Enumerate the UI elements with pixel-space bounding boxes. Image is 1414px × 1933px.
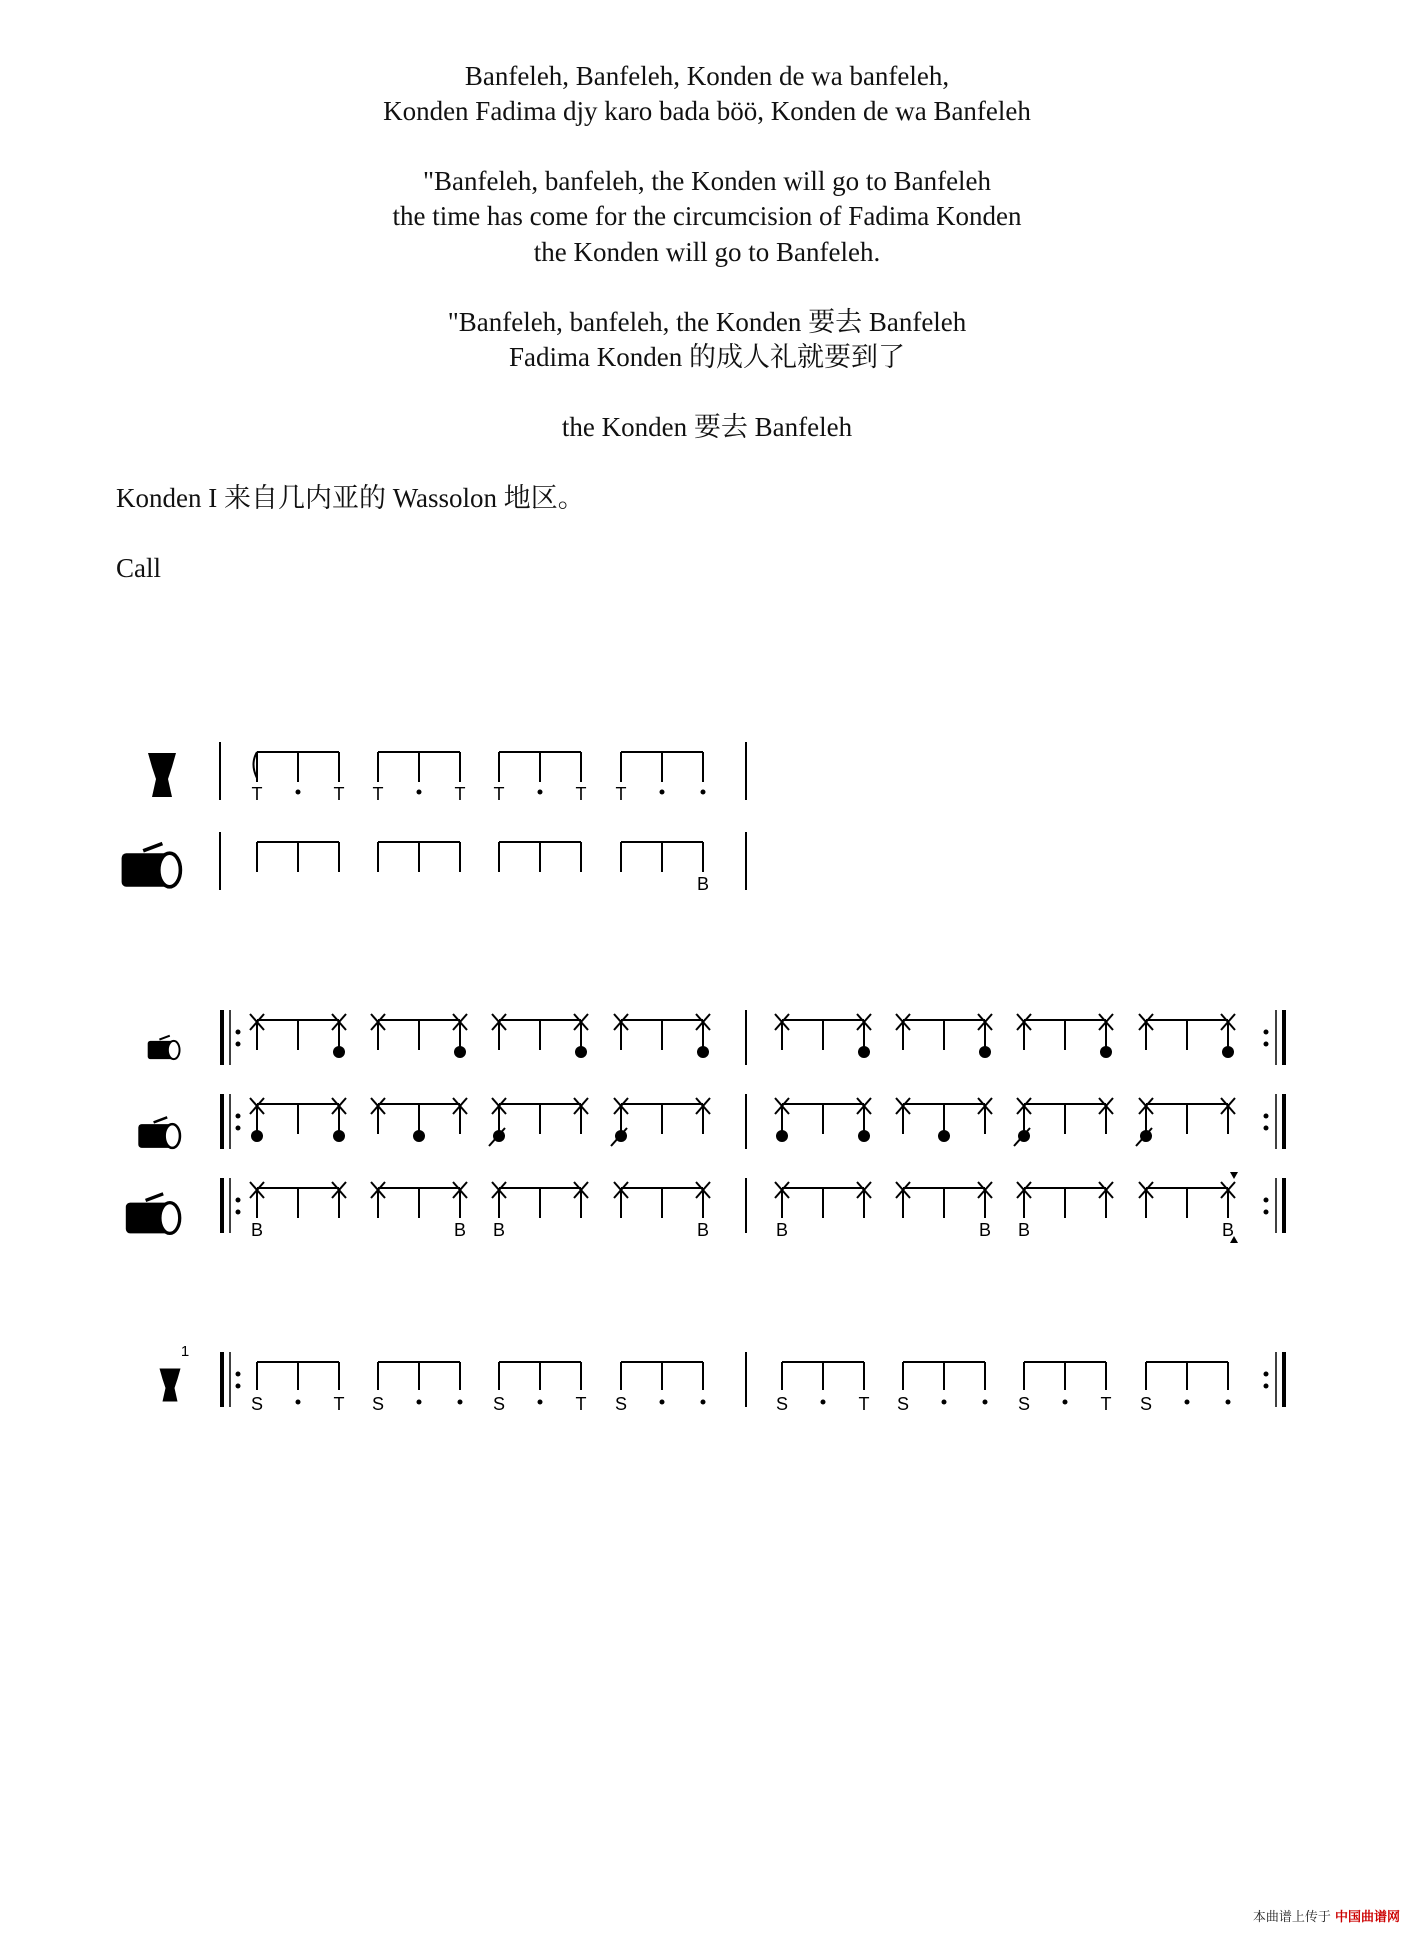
dundunba-icon-stick (146, 1194, 164, 1201)
footer-uploaded: 本曲谱上传于 (1252, 1910, 1331, 1925)
repeat-dot (1264, 1372, 1269, 1377)
djembe1-note-T: T (575, 1394, 587, 1414)
lyric-line-3: "Banfeleh, banfeleh, the Konden will go to Banfeleh (422, 166, 992, 196)
djembe1-note-S: S (896, 1394, 910, 1414)
repeat-dot (236, 1030, 241, 1035)
note-tone: T (454, 784, 466, 804)
djembe1-note-T: T (333, 1394, 345, 1414)
djembe1-rest-dot (821, 1400, 826, 1405)
djembe1-note-T: T (1100, 1394, 1112, 1414)
sangban-icon (138, 1117, 180, 1148)
repeat-dot (1264, 1384, 1269, 1389)
kenkeni-icon-head (168, 1041, 180, 1059)
repeat-dot (236, 1210, 241, 1215)
dundunba-note-B: B (696, 1220, 710, 1240)
dundunba-note-B: B (250, 1220, 264, 1240)
djembe-icon (148, 753, 176, 797)
lyric-line-8: the Konden 要去 Banfeleh (561, 412, 853, 442)
dundunba-icon-head (160, 1203, 180, 1234)
djembe1-rest-dot (296, 1400, 301, 1405)
note-rest-dot (701, 790, 706, 795)
lyric-line-2: Konden Fadima djy karo bada böö, Konden de wa Banfeleh (383, 96, 1031, 126)
kenkeni-open-note (979, 1046, 991, 1058)
accent-marker-top (1230, 1172, 1238, 1179)
dundunba-note-B: B (1017, 1220, 1031, 1240)
djembe1-rest-dot (942, 1400, 947, 1405)
djembe1-note-S: S (1139, 1394, 1153, 1414)
note-tone: T (372, 784, 384, 804)
sangban-open-note (413, 1130, 425, 1142)
lyric-line-4: the time has come for the circumcision of Fadima Konden (392, 201, 1022, 231)
sangban-open-note (251, 1130, 263, 1142)
djembe1-rest-dot (417, 1400, 422, 1405)
kenkeni-open-note (1100, 1046, 1112, 1058)
repeat-dot (1264, 1030, 1269, 1035)
djembe1-rest-dot (660, 1400, 665, 1405)
repeat-dot (1264, 1210, 1269, 1215)
dundunba-note-B: B (453, 1220, 467, 1240)
dundunba-icon (126, 1194, 180, 1234)
call-label: Call (116, 553, 161, 583)
lyric-line-5: the Konden will go to Banfeleh. (533, 237, 881, 267)
sangban-icon-head (165, 1124, 180, 1148)
dundunba-note-B: B (492, 1220, 506, 1240)
intro-text: Konden I 来自几内亚的 Wassolon 地区。 (116, 483, 585, 513)
sangban-open-note (776, 1130, 788, 1142)
note-tone: T (493, 784, 505, 804)
djembe1-note-S: S (614, 1394, 628, 1414)
lyric-line-1: Banfeleh, Banfeleh, Konden de wa banfeleh, (464, 61, 950, 91)
djembe1-marker: 1 (180, 1343, 190, 1360)
kenkeni-icon (148, 1036, 180, 1059)
dundun-icon (122, 844, 181, 887)
djembe1-note-S: S (775, 1394, 789, 1414)
repeat-dot (236, 1198, 241, 1203)
kenkeni-open-note (333, 1046, 345, 1058)
repeat-dot (236, 1126, 241, 1131)
repeat-dot (236, 1372, 241, 1377)
djembe1-note-S: S (371, 1394, 385, 1414)
djembe1-note-S: S (250, 1394, 264, 1414)
djembe1-note-T: T (858, 1394, 870, 1414)
djembe1-note-S: S (492, 1394, 506, 1414)
note-rest-dot (538, 790, 543, 795)
repeat-dot (1264, 1198, 1269, 1203)
dundunba-note-B: B (978, 1220, 992, 1240)
footer-credit (1253, 1906, 1400, 1925)
djembe1-icon (160, 1369, 181, 1402)
dundunba-note-B: B (1221, 1220, 1235, 1240)
lyric-line-6: "Banfeleh, banfeleh, the Konden 要去 Banfeleh (447, 307, 967, 337)
kenkeni-icon-stick (159, 1036, 169, 1040)
kenkeni-open-note (575, 1046, 587, 1058)
sangban-icon-stick (154, 1117, 168, 1122)
note-rest-dot (296, 790, 301, 795)
djembe1-rest-dot (458, 1400, 463, 1405)
footer-site: 中国曲谱网 (1334, 1910, 1400, 1925)
note-tone: T (333, 784, 345, 804)
note-tone: T (575, 784, 587, 804)
djembe-icon-body (148, 753, 176, 797)
repeat-dot (1264, 1126, 1269, 1131)
djembe1-rest-dot (701, 1400, 706, 1405)
djembe1-rest-dot (1185, 1400, 1190, 1405)
djembe1-rest-dot (1226, 1400, 1231, 1405)
repeat-dot (1264, 1114, 1269, 1119)
note-tone: T (251, 784, 263, 804)
kenkeni-open-note (454, 1046, 466, 1058)
djembe1-note-S: S (1017, 1394, 1031, 1414)
sangban-open-note (938, 1130, 950, 1142)
note-rest-dot (660, 790, 665, 795)
dundunba-note-B: B (775, 1220, 789, 1240)
djembe1-rest-dot (538, 1400, 543, 1405)
repeat-dot (236, 1384, 241, 1389)
kenkeni-open-note (858, 1046, 870, 1058)
djembe1-rest-dot (983, 1400, 988, 1405)
note-rest-dot (417, 790, 422, 795)
djembe1-icon-body (160, 1369, 181, 1402)
kenkeni-open-note (697, 1046, 709, 1058)
repeat-dot (236, 1042, 241, 1047)
lyric-line-7: Fadima Konden 的成人礼就要到了 (509, 342, 905, 372)
sangban-open-note (858, 1130, 870, 1142)
kenkeni-open-note (1222, 1046, 1234, 1058)
repeat-dot (1264, 1042, 1269, 1047)
dundun-icon-stick (143, 844, 162, 851)
djembe1-rest-dot (1063, 1400, 1068, 1405)
repeat-dot (236, 1114, 241, 1119)
note-bass: B (696, 874, 710, 894)
dundun-icon-head (159, 853, 181, 887)
sangban-open-note (333, 1130, 345, 1142)
note-tone: T (615, 784, 627, 804)
